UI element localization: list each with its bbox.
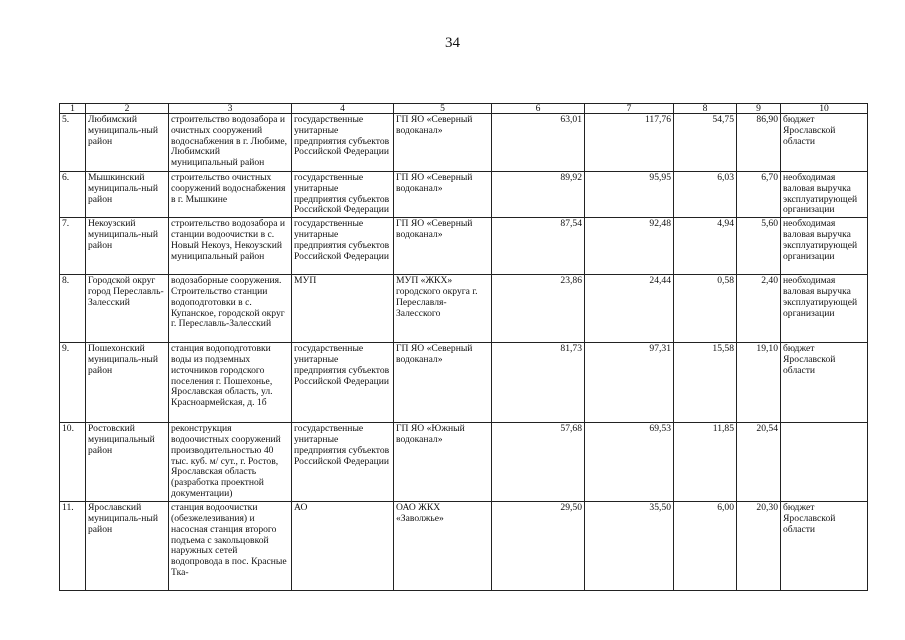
value-cell: 117,76	[585, 114, 674, 172]
header-row	[60, 104, 868, 114]
row-index: 8.	[60, 275, 86, 343]
funding-source-cell: бюджет Ярославской области	[781, 114, 868, 172]
value-cell: 20,30	[737, 502, 781, 591]
value-cell: 54,75	[674, 114, 737, 172]
value-cell: 57,68	[492, 423, 585, 502]
value-cell: 97,31	[585, 343, 674, 423]
org-form-cell: государственные унитарные предприятия субъектов Российской Федерации	[292, 343, 394, 423]
page-number: 34	[445, 35, 460, 51]
header-cell: 6	[492, 104, 585, 114]
investment-table	[59, 103, 868, 591]
value-cell: 81,73	[492, 343, 585, 423]
district-cell: Некоузский муниципаль-ный район	[86, 218, 169, 275]
value-cell: 0,58	[674, 275, 737, 343]
value-cell: 19,10	[737, 343, 781, 423]
value-cell: 95,95	[585, 172, 674, 218]
project-cell: строительство водозабора и очистных сооружений водоснабжения в г. Любиме, Любимский муниципальный район	[169, 114, 292, 172]
project-cell: реконструкция водоочистных сооружений производительностью 40 тыс. куб. м/ сут., г. Ростов, Ярославская область (разработка проектной документации)	[169, 423, 292, 502]
operator-cell: ОАО ЖКХ «Заволжье»	[394, 502, 492, 591]
operator-cell: ГП ЯО «Северный водоканал»	[394, 343, 492, 423]
row-index: 6.	[60, 172, 86, 218]
header-cell: 9	[737, 104, 781, 114]
header-cell: 1	[60, 104, 86, 114]
funding-source-cell: необходимая валовая выручка эксплуатирующей организации	[781, 275, 868, 343]
operator-cell: ГП ЯО «Южный водоканал»	[394, 423, 492, 502]
funding-source-cell: необходимая валовая выручка эксплуатирующей организации	[781, 218, 868, 275]
district-cell: Ростовский муниципальный район	[86, 423, 169, 502]
org-form-cell: государственные унитарные предприятия субъектов Российской Федерации	[292, 218, 394, 275]
district-cell: Любимский муниципаль-ный район	[86, 114, 169, 172]
value-cell: 4,94	[674, 218, 737, 275]
org-form-cell: АО	[292, 502, 394, 591]
value-cell: 69,53	[585, 423, 674, 502]
header-cell: 2	[86, 104, 169, 114]
funding-source-cell	[781, 423, 868, 502]
funding-source-cell: бюджет Ярославской области	[781, 343, 868, 423]
value-cell: 89,92	[492, 172, 585, 218]
value-cell: 6,00	[674, 502, 737, 591]
project-cell: водозаборные сооружения. Строительство станции водоподготовки в с. Купанское, городской округ г. Переславль-Залесский	[169, 275, 292, 343]
table-row	[60, 114, 868, 172]
table-row	[60, 423, 868, 502]
value-cell: 11,85	[674, 423, 737, 502]
value-cell: 29,50	[492, 502, 585, 591]
district-cell: Ярославский муниципаль-ный район	[86, 502, 169, 591]
value-cell: 92,48	[585, 218, 674, 275]
row-index: 7.	[60, 218, 86, 275]
value-cell: 86,90	[737, 114, 781, 172]
district-cell: Мышкинский муниципаль-ный район	[86, 172, 169, 218]
value-cell: 15,58	[674, 343, 737, 423]
table-row	[60, 218, 868, 275]
row-index: 11.	[60, 502, 86, 591]
org-form-cell: МУП	[292, 275, 394, 343]
table-row	[60, 275, 868, 343]
value-cell: 23,86	[492, 275, 585, 343]
operator-cell: МУП «ЖКХ» городского округа г. Переславля-Залесского	[394, 275, 492, 343]
header-cell: 7	[585, 104, 674, 114]
value-cell: 35,50	[585, 502, 674, 591]
value-cell: 6,03	[674, 172, 737, 218]
district-cell: Пошехонский муниципаль-ный район	[86, 343, 169, 423]
operator-cell: ГП ЯО «Северный водоканал»	[394, 114, 492, 172]
project-cell: станция водоподготовки воды из подземных источников городского поселения г. Пошехонье, Ярославская область, ул. Красноармейская, д. 1б	[169, 343, 292, 423]
table-row	[60, 343, 868, 423]
table-row	[60, 172, 868, 218]
row-index: 10.	[60, 423, 86, 502]
district-cell: Городской округ город Переславль-Залесский	[86, 275, 169, 343]
project-cell: строительство водозабора и станции водоочистки в с. Новый Некоуз, Некоузский муниципальный район	[169, 218, 292, 275]
operator-cell: ГП ЯО «Северный водоканал»	[394, 218, 492, 275]
value-cell: 20,54	[737, 423, 781, 502]
row-index: 5.	[60, 114, 86, 172]
value-cell: 63,01	[492, 114, 585, 172]
value-cell: 24,44	[585, 275, 674, 343]
header-cell: 8	[674, 104, 737, 114]
header-cell: 4	[292, 104, 394, 114]
header-cell: 5	[394, 104, 492, 114]
header-cell: 3	[169, 104, 292, 114]
value-cell: 6,70	[737, 172, 781, 218]
value-cell: 5,60	[737, 218, 781, 275]
row-index: 9.	[60, 343, 86, 423]
table-row	[60, 502, 868, 591]
project-cell: строительство очистных сооружений водоснабжения в г. Мышкине	[169, 172, 292, 218]
value-cell: 2,40	[737, 275, 781, 343]
header-cell: 10	[781, 104, 868, 114]
operator-cell: ГП ЯО «Северный водоканал»	[394, 172, 492, 218]
org-form-cell: государственные унитарные предприятия субъектов Российской Федерации	[292, 114, 394, 172]
project-cell: станция водоочистки (обезжелезивания) и насосная станция второго подъема с закольцовкой наружных сетей водопровода в пос. Красные Тка-	[169, 502, 292, 591]
value-cell: 87,54	[492, 218, 585, 275]
funding-source-cell: необходимая валовая выручка эксплуатирующей организации	[781, 172, 868, 218]
funding-source-cell: бюджет Ярославской области	[781, 502, 868, 591]
org-form-cell: государственные унитарные предприятия субъектов Российской Федерации	[292, 423, 394, 502]
org-form-cell: государственные унитарные предприятия субъектов Российской Федерации	[292, 172, 394, 218]
